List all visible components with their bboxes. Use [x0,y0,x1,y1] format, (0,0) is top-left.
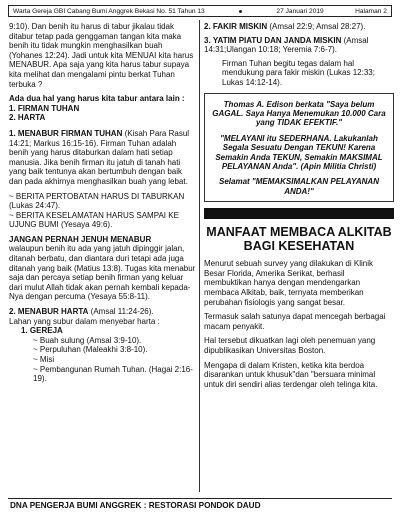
intro-paragraph: 9:10). Dan benih itu harus di tabur jikalau tidak ditabur tetap pada genggaman tangan kita maka benih itu tidak mungkin menghasilkan buah (Yohanes 12:24). Jadi untuk kita MENUAI kita harus MENABUR. Apa saja yang kita harus tabur supaya kita melihat dan mengalami pintu berkat Tuhan terbuka ? [9,22,194,89]
section-harta [9,307,197,317]
page-number: Halaman 2 [355,7,387,15]
section-firman [9,129,197,187]
page-header [8,5,392,17]
left-column [9,22,197,384]
section-harta-title: MENABUR HARTA [17,307,89,317]
article-title: MANFAAT MEMBACA ALKITAB BAGI KESEHATAN [206,225,392,254]
harta-subheading: 1. GEREJA [21,326,63,336]
issue-date: 27 Januari 2019 [276,7,324,15]
page-footer: DNA PENGERJA BUMI ANGGREK : RESTORASI PONDOK DAUD [8,498,392,512]
article-paragraph: Menurut sebuah survey yang dilakukan di Klinik Besar Florida, Amerika Serikat, berhasil membuktikan hanya dengan mendengarkan membaca Alkitab, baik, ternyata memberikan perubahan fisiologis yang sangat besar. [204,259,373,307]
harta-list [9,336,197,384]
item-ref: (Amsal 22:9; Amsal 28:27). [269,22,366,31]
item-fakir-miskin [204,22,394,32]
item-title: FAKIR MISKIN [212,22,268,31]
question-heading: Ada dua hal yang harus kita tabur antara lain : [9,94,185,104]
firman-list [9,192,197,230]
section-harta-ref: (Amsal 11:24-26). [90,307,154,317]
section-harta-text: Lahan yang subur dalam menyebar harta : [9,316,160,326]
list-item: ~ Misi [33,355,55,364]
list-item: ~ BERITA PERTOBATAN HARUS DI TABURKAN (Lukas 24:47). [9,191,185,211]
section-firman-number: 1. [9,128,16,138]
quote-edison: Thomas A. Edison berkata "Saya belum GAGAL. Saya Hanya Menemukan 10.000 Cara yang TIDAK EFEKTIF." [212,99,386,128]
list-item: ~ Perpuluhan (Maleakhi 3:8-10). [33,345,148,355]
quote-box [204,93,394,203]
item-ref: (Amsal 14:31;Ulangan 10:18; Yeremia 7:6-7). [204,35,369,55]
item-yatim-piatu [204,36,394,55]
article-paragraph: Termasuk salah satunya dapat mencegah berbagai macam penyakit. [204,312,386,331]
quote-melayani: "MELAYANI itu SEDERHANA. Lakukanlah Segala Sesuatu Dengan TEKUN! Karena Semakin Anda TEKUN, Semakin MAKSIMAL PELAYANAN Anda". (Apin Militia Christi) [215,133,383,171]
item-text: Firman Tuhan begitu tegas dalam hal mendukung para fakir miskin (Lukas 12:33; Lukas 14:12-14). [222,58,375,87]
item-number: 3. [204,35,211,45]
item-number: 2. [204,22,211,31]
section-divider-bar [204,208,394,219]
question-item-1: 1. FIRMAN TUHAN [9,103,80,113]
section-firman-text: Firman Tuhan adalah benih yang harus ditaburkan dalam hati setiap manusia. Jika benih firman itu jatuh di tanah hati yang baik tentunya akan bertumbuh dengan baik dan pada akhirnya menghasilkan buah yang lebat. [9,138,188,186]
item-title: YATIM PIATU DAN JANDA MISKIN [212,35,342,45]
header-separator [239,10,242,13]
right-column [204,22,394,394]
publication-title: Warta Gereja GBI Cabang Bumi Anggrek Bekasi No. 51 Tahun 13 [13,7,205,15]
article-paragraph: Mengapa di dalam Kristen, ketika kita berdoa disarankan untuk khusuk"dan "bersuara minimal untuk diri sendiri alias terdengar oleh telinga kita. [204,360,378,389]
section-jenuh-heading: JANGAN PERNAH JENUH MENABUR [9,234,152,244]
list-item: ~ Buah sulung (Amsal 3:9-10). [33,335,142,345]
list-item: ~ BERITA KESELAMATAN HARUS SAMPAI KE UJUNG BUMI (Yesaya 49:6). [9,210,179,230]
quote-selamat: Selamat "MEMAKSIMALKAN PELAYANAN ANDA!" [219,177,379,196]
question-item-2: 2. HARTA [9,113,46,123]
list-item: ~ Pembangunan Rumah Tuhan. (Hagai 2:16-19). [33,364,193,384]
section-harta-number: 2. [9,307,16,317]
section-jenuh-text: walaupun benih itu ada yang jatuh dipinggir jalan, ditanah berbatu, dan diantara duri tetapi ada juga ditanah yang baik (Matius 13:8). Tugas kita menabur saja dan percaya setiap benih firman yang keluar dari mulut Allah tidak akan pernah kembali kepada-Nya dengan percuma (Yesaya 55:8-11). [9,244,196,302]
article-paragraph: Hal tersebut dikuatkan lagi oleh penemuan yang dipublikasikan Universitas Boston. [204,336,376,355]
section-jenuh [9,235,197,302]
column-divider [199,20,200,492]
section-firman-title: MENABUR FIRMAN TUHAN [17,128,123,138]
section-firman-ref: (Kisah Para Rasul 14:21; Markus 16:15-16). [9,128,190,148]
